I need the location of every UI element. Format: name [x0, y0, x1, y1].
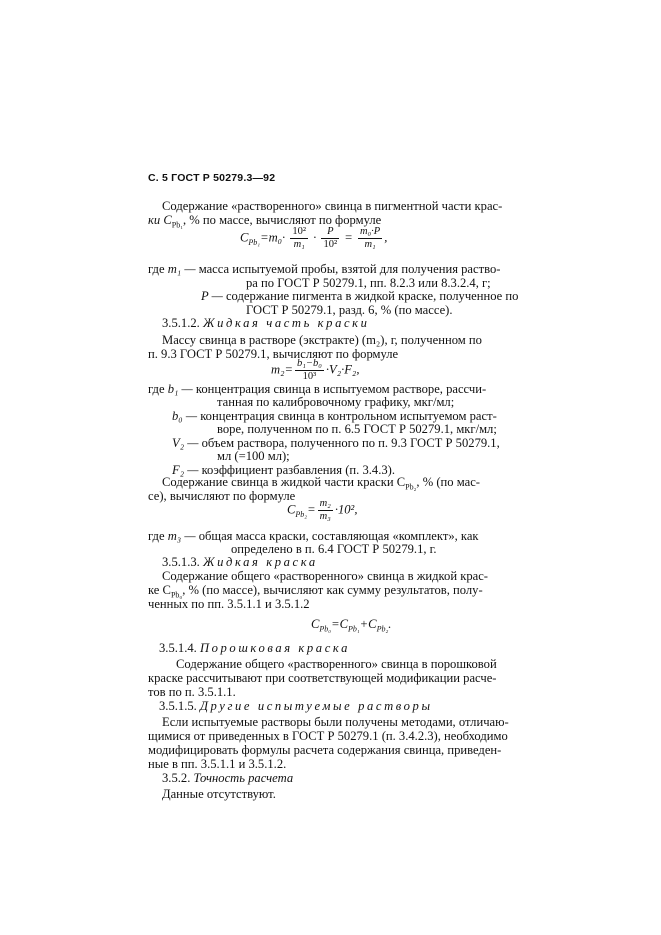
- paragraph-line: модифицировать формулы расчета содержания свинца, приведен-: [148, 743, 502, 757]
- formula-m2: m₂= $\frac{\text{b₁−b₀}}{\text{10³}}$ ·V₂·F₂,: [271, 358, 360, 382]
- paragraph-line: ные в пп. 3.5.1.1 и 3.5.1.2.: [148, 757, 287, 771]
- definition: ра по ГОСТ Р 50279.1, пп. 8.2.3 или 8.3.2.4, г;: [246, 276, 491, 290]
- page-header: С. 5 ГОСТ Р 50279.3—92: [148, 172, 276, 184]
- paragraph-line: Содержание свинца в жидкой части краски $C_{Pb_2}$, % (по мас-: [162, 475, 480, 492]
- paragraph-line: тов по п. 3.5.1.1.: [148, 685, 236, 699]
- paragraph-line: се), вычисляют по формуле: [148, 489, 296, 503]
- paragraph-line: ченных по пп. 3.5.1.1 и 3.5.1.2: [148, 597, 310, 611]
- paragraph-line: п. 9.3 ГОСТ Р 50279.1, вычисляют по формуле: [148, 347, 399, 361]
- definition: где m₃ — общая масса краски, составляющая «комплект», как: [148, 529, 479, 543]
- definition: ГОСТ Р 50279.1, разд. 6, % (по массе).: [246, 303, 453, 317]
- section-heading-3513: 3.5.1.3. Жидкая краска: [162, 555, 318, 569]
- section-heading-352: 3.5.2. Точность расчета: [162, 771, 294, 785]
- section-heading-3515: 3.5.1.5. Другие испытуемые растворы: [159, 699, 433, 713]
- formula-c-pb1: $C_{Pb_1}=m_0\cdot$ $\frac{\text{10²}}{\text{m₁}}$ · $\frac{P}{\text{10²}}$ = $\frac{\text{m₀·P}}{\text{m₁}}$ ,: [240, 226, 388, 250]
- definition: b₀ — концентрация свинца в контрольном испытуемом раст-: [172, 409, 497, 423]
- paragraph-line: ке $C_{Pb_0}$, % (по массе), вычисляют как сумму результатов, полу-: [148, 583, 483, 600]
- paragraph-line: Если испытуемые растворы были получены методами, отличаю-: [162, 715, 509, 729]
- section-heading-3512: 3.5.1.2. Жидкая часть краски: [162, 316, 370, 330]
- definition: где m₁ — масса испытуемой пробы, взятой для получения раство-: [148, 262, 501, 276]
- formula-c-pb2: $C_{Pb_2}=$ $\frac{\text{m₂}}{\text{m₃}}$ ·10²,: [287, 498, 358, 522]
- definition: V₂ — объем раствора, полученного по п. 9.3 ГОСТ Р 50279.1,: [172, 436, 500, 450]
- paragraph-line: Массу свинца в растворе (экстракте) (m₂), г, полученном по: [162, 333, 482, 347]
- paragraph-line: краске рассчитывают при соответствующей модификации расче-: [148, 671, 497, 685]
- paragraph-line: Данные отсутствуют.: [162, 787, 276, 801]
- definition: воре, полученном по п. 6.5 ГОСТ Р 50279.1, мкг/мл;: [217, 422, 497, 436]
- paragraph-line: Содержание общего «растворенного» свинца в жидкой крас-: [162, 569, 489, 583]
- paragraph-line: Содержание «растворенного» свинца в пигментной части крас-: [162, 199, 503, 213]
- paragraph-line: щимися от приведенных в ГОСТ Р 50279.1 (п. 3.4.2.3), необходимо: [148, 729, 508, 743]
- definition: F₂ — коэффициент разбавления (п. 3.4.3).: [172, 463, 395, 477]
- definition: P — содержание пигмента в жидкой краске, полученное по: [201, 289, 519, 303]
- definition: где b₁ — концентрация свинца в испытуемом растворе, рассчи-: [148, 382, 487, 396]
- definition: мл (=100 мл);: [217, 449, 290, 463]
- paragraph-line: ки $C_{Pb_1}$, % по массе, вычисляют по формуле: [148, 213, 382, 230]
- paragraph-line: Содержание общего «растворенного» свинца в порошковой: [176, 657, 497, 671]
- section-heading-3514: 3.5.1.4. Порошковая краска: [159, 641, 350, 655]
- definition: танная по калибровочному графику, мкг/мл;: [217, 395, 455, 409]
- definition: определено в п. 6.4 ГОСТ Р 50279.1, г.: [231, 542, 437, 556]
- formula-c-pb0: $C_{Pb_0}=C_{Pb_1}+C_{Pb_2}$.: [311, 617, 392, 634]
